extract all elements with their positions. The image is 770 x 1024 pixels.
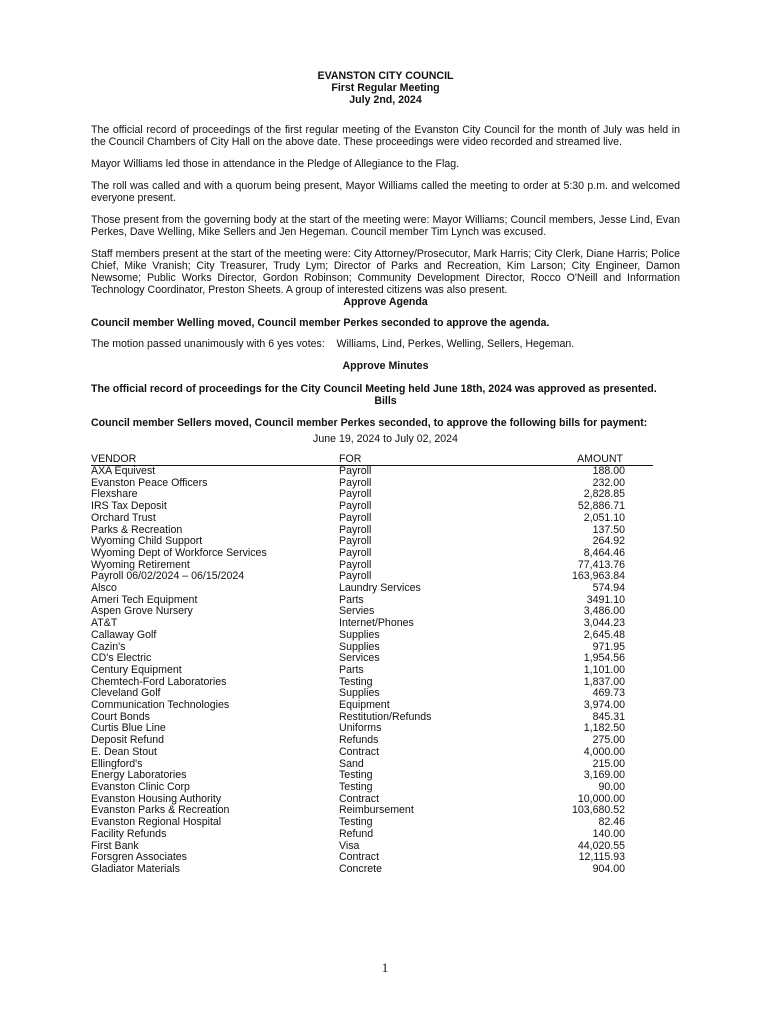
- amount-cell: 215.00: [592, 757, 625, 770]
- amount-cell: 10,000.00: [577, 792, 625, 805]
- for-cell: Payroll: [339, 465, 372, 477]
- amount-cell: 264.92: [592, 535, 625, 548]
- vendor-cell: Aspen Grove Nursery: [91, 605, 193, 618]
- amount-cell: 275.00: [592, 734, 625, 747]
- table-row: [91, 630, 653, 642]
- table-row: [91, 489, 653, 501]
- for-cell: Internet/Phones: [339, 617, 414, 630]
- vendor-cell: Ameri Tech Equipment: [91, 593, 198, 606]
- vendor-cell: Cleveland Golf: [91, 687, 161, 700]
- bills-motion: Council member Sellers moved, Council member Perkes seconded, to approve the following bills for payment:: [91, 417, 648, 429]
- table-row: [91, 501, 653, 513]
- for-cell: Refunds: [339, 734, 379, 747]
- for-cell: Refund: [339, 827, 374, 840]
- amount-cell: 188.00: [592, 465, 625, 477]
- for-cell: Parts: [339, 593, 364, 606]
- vendor-cell: Communication Technologies: [91, 699, 230, 712]
- vendor-cell: Evanston Peace Officers: [91, 476, 208, 489]
- for-cell: Servies: [339, 605, 375, 618]
- vendor-cell: Parks & Recreation: [91, 523, 183, 536]
- amount-cell: 3,486.00: [583, 605, 625, 618]
- for-cell: Parts: [339, 663, 364, 676]
- minutes-text: The official record of proceedings for the City Council Meeting held June 18th, 2024 was approved as presented.: [91, 383, 657, 395]
- amount-cell: 845.31: [592, 710, 625, 723]
- vendor-cell: Wyoming Retirement: [91, 558, 190, 571]
- for-cell: Reimbursement: [339, 804, 414, 817]
- amount-cell: 90.00: [598, 780, 625, 793]
- amount-cell: 12,115.93: [578, 851, 625, 864]
- amount-cell: 137.50: [592, 523, 625, 536]
- for-cell: Payroll: [339, 523, 372, 536]
- vendor-cell: Evanston Housing Authority: [91, 792, 222, 805]
- amount-cell: 1,182.50: [583, 722, 625, 735]
- vendor-cell: AT&T: [91, 617, 118, 630]
- amount-cell: 3,169.00: [583, 769, 625, 782]
- amount-cell: 82.46: [598, 816, 625, 829]
- for-cell: Equipment: [339, 699, 390, 712]
- table-row: [91, 583, 653, 595]
- amount-cell: 971.95: [592, 640, 625, 653]
- vendor-cell: E. Dean Stout: [91, 745, 157, 758]
- intro-paragraph: The official record of proceedings of the first regular meeting of the Evanston City Council for the month of July was held in the Council Chambers of City Hall on the above date. These proceedings were video recorded and streamed live.: [91, 124, 680, 148]
- for-cell: Contract: [339, 792, 380, 805]
- table-row: [91, 665, 653, 677]
- bills-period: June 19, 2024 to July 02, 2024: [313, 433, 458, 445]
- agenda-vote: The motion passed unanimously with 6 yes votes: Williams, Lind, Perkes, Welling, Sellers, Hegeman.: [91, 338, 575, 350]
- approve-agenda-title: Approve Agenda: [343, 296, 428, 308]
- table-row: [91, 747, 653, 759]
- amount-cell: 3,974.00: [583, 699, 625, 712]
- vendor-cell: Orchard Trust: [91, 511, 156, 524]
- vendor-cell: Payroll 06/02/2024 – 06/15/2024: [91, 570, 245, 583]
- for-cell: Supplies: [339, 687, 380, 700]
- for-cell: Services: [339, 652, 380, 665]
- for-cell: Contract: [339, 851, 380, 864]
- for-cell: Payroll: [339, 488, 372, 501]
- amount-cell: 3,044.23: [583, 617, 625, 630]
- amount-cell: 2,051.10: [583, 511, 625, 524]
- vendor-cell: Curtis Blue Line: [91, 722, 166, 735]
- for-cell: Concrete: [339, 862, 382, 875]
- for-cell: Restitution/Refunds: [339, 710, 432, 723]
- vendor-cell: AXA Equivest: [91, 465, 156, 477]
- for-cell: Payroll: [339, 570, 372, 583]
- amount-cell: 103,680.52: [571, 804, 625, 817]
- vendor-cell: IRS Tax Deposit: [91, 500, 167, 513]
- for-cell: Payroll: [339, 558, 372, 571]
- meeting-date: July 2nd, 2024: [349, 94, 422, 106]
- amount-cell: 140.00: [592, 827, 625, 840]
- vendor-cell: Ellingford's: [91, 757, 143, 770]
- table-row: [91, 513, 653, 525]
- amount-cell: 8,464.46: [583, 546, 625, 559]
- amount-cell: 3491.10: [586, 593, 625, 606]
- amount-cell: 77,413.76: [577, 558, 625, 571]
- vendor-cell: Gladiator Materials: [91, 862, 180, 875]
- for-cell: Supplies: [339, 640, 380, 653]
- governing-body-paragraph: Those present from the governing body at the start of the meeting were: Mayor Williams; Council members, Jesse Lind, Evan Perkes, Dave Welling, Mike Sellers and Jen Hegeman. Council member Tim Lynch was excused.: [91, 214, 680, 238]
- vendor-cell: Forsgren Associates: [91, 851, 187, 864]
- amount-cell: 904.00: [592, 862, 625, 875]
- vendor-cell: Alsco: [91, 582, 117, 595]
- for-cell: Testing: [339, 816, 373, 829]
- amount-cell: 1,837.00: [583, 675, 625, 688]
- vendor-cell: CD's Electric: [91, 652, 152, 665]
- table-row: [91, 700, 653, 712]
- bills-table-body: [91, 466, 653, 876]
- pledge-paragraph: Mayor Williams led those in attendance in the Pledge of Allegiance to the Flag.: [91, 158, 460, 170]
- vendor-cell: Wyoming Child Support: [91, 535, 203, 548]
- vendor-cell: Court Bonds: [91, 710, 150, 723]
- amount-cell: 163,963.84: [571, 570, 625, 583]
- amount-cell: 2,828.85: [583, 488, 625, 501]
- vendor-cell: First Bank: [91, 839, 139, 852]
- for-cell: Payroll: [339, 535, 372, 548]
- amount-cell: 1,954.56: [583, 652, 625, 665]
- for-cell: Payroll: [339, 511, 372, 524]
- for-cell: Testing: [339, 780, 373, 793]
- bills-title: Bills: [374, 395, 397, 407]
- table-row: [91, 864, 653, 876]
- bills-table-header: [91, 453, 653, 466]
- for-cell: Payroll: [339, 546, 372, 559]
- amount-column-header: AMOUNT: [489, 453, 653, 466]
- table-row: [91, 466, 653, 478]
- vendor-column-header: VENDOR: [91, 453, 339, 466]
- vendor-cell: Deposit Refund: [91, 734, 165, 747]
- amount-cell: 1,101.00: [583, 663, 625, 676]
- table-row: [91, 782, 653, 794]
- vendor-cell: Wyoming Dept of Workforce Services: [91, 546, 267, 559]
- for-cell: Contract: [339, 745, 380, 758]
- vendor-cell: Chemtech-Ford Laboratories: [91, 675, 227, 688]
- agenda-motion: Council member Welling moved, Council member Perkes seconded to approve the agenda.: [91, 317, 550, 329]
- vendor-cell: Cazin's: [91, 640, 126, 653]
- table-row: [91, 548, 653, 560]
- for-cell: Testing: [339, 769, 373, 782]
- vendor-cell: Evanston Parks & Recreation: [91, 804, 230, 817]
- for-cell: Sand: [339, 757, 364, 770]
- for-cell: Uniforms: [339, 722, 382, 735]
- amount-cell: 2,645.48: [583, 628, 625, 641]
- for-cell: Supplies: [339, 628, 380, 641]
- council-name: EVANSTON CITY COUNCIL: [317, 70, 454, 82]
- roll-call-paragraph: The roll was called and with a quorum being present, Mayor Williams called the meeting to order at 5:30 p.m. and welcomed everyone present.: [91, 180, 680, 204]
- amount-cell: 52,886.71: [577, 500, 625, 513]
- amount-cell: 574.94: [592, 582, 625, 595]
- for-cell: Payroll: [339, 500, 372, 513]
- amount-cell: 44,020.55: [577, 839, 625, 852]
- amount-cell: 469.73: [592, 687, 625, 700]
- vendor-cell: Century Equipment: [91, 663, 182, 676]
- amount-cell: 232.00: [592, 476, 625, 489]
- document-page: [91, 70, 680, 876]
- vendor-cell: Evanston Regional Hospital: [91, 816, 222, 829]
- vendor-cell: Energy Laboratories: [91, 769, 187, 782]
- page-number: 1: [381, 960, 389, 975]
- for-cell: Visa: [339, 839, 360, 852]
- for-cell: Laundry Services: [339, 582, 421, 595]
- vendor-cell: Flexshare: [91, 488, 138, 501]
- vendor-cell: Evanston Clinic Corp: [91, 780, 190, 793]
- table-row: [91, 829, 653, 841]
- for-cell: Testing: [339, 675, 373, 688]
- for-cell: Payroll: [339, 476, 372, 489]
- table-row: [91, 478, 653, 490]
- approve-minutes-title: Approve Minutes: [342, 360, 429, 372]
- vendor-cell: Facility Refunds: [91, 827, 167, 840]
- for-column-header: FOR: [339, 453, 489, 466]
- staff-paragraph: Staff members present at the start of the meeting were: City Attorney/Prosecutor, Mark Harris; City Clerk, Diane Harris; Police Chief, Mike Vranish; City Treasurer, Trudy Lym; Director of Parks and Recreation, Kim Larson; City Engineer, Damon Newsome; Public Works Director, Gordon Robinson; Community Development Director, Rocco O'Neill and Information Technology Coordinator, Preston Sheets. A group of interested citizens was also present.: [91, 248, 680, 296]
- amount-cell: 4,000.00: [583, 745, 625, 758]
- vendor-cell: Callaway Golf: [91, 628, 157, 641]
- bills-table: [91, 453, 653, 876]
- meeting-title: First Regular Meeting: [331, 82, 440, 94]
